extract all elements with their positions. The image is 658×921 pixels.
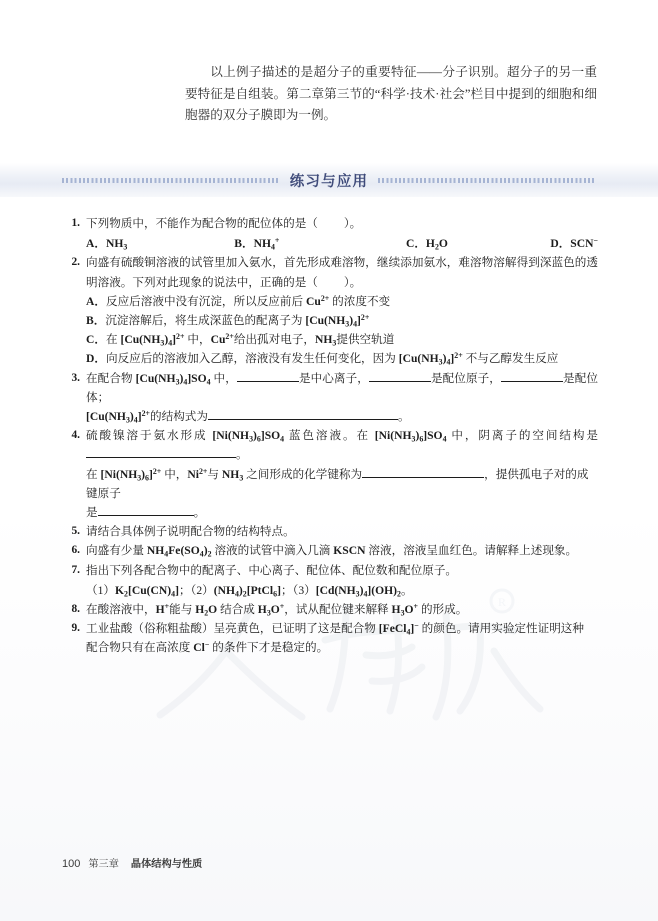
- exercise-stem: 硫酸镍溶于氨水形成 $[Ni(NH_3)_6]SO_4$ 蓝色溶液。在 $[Ni(NH_3)_6]SO_4$ 中，阴离子的空间结构是。: [86, 429, 598, 462]
- exercise-item: [62, 619, 598, 638]
- exercise-stem: 下列物质中，不能作为配合物的配位体的是（ ）。: [86, 217, 362, 230]
- exercise-subitems: $(1)K_2[Cu(CN)_4]$；$(2)(NH_4)_2[PtCl_6]$；$(3)[Cd(NH_3)_4](OH)_2$。: [86, 583, 413, 599]
- answer-blank[interactable]: [369, 381, 431, 382]
- exercise-number: 2.: [71, 256, 80, 269]
- exercise-number: 8.: [71, 603, 80, 616]
- exercise-number: 4.: [71, 429, 80, 442]
- exercise-stem: 向盛有少量 $NH_4Fe(SO_4)_2$ 溶液的试管中滴入几滴 KSCN 溶液，溶液呈血红色。请解释上述现象。: [86, 544, 578, 559]
- exercise-stem: 在配合物 $[Cu(NH_3)_4]SO_4$ 中， 是中心离子， 是配位原子， 是配位体；: [86, 371, 598, 404]
- answer-blank[interactable]: [237, 381, 299, 382]
- exercise-body: [86, 619, 598, 638]
- exercise-item: [62, 522, 598, 541]
- exercise-options-row: [86, 234, 598, 253]
- option-b: B．$NH_4^+$: [234, 236, 280, 252]
- exercise-item: [62, 253, 598, 291]
- exercise-list: [62, 214, 598, 658]
- intro-paragraph: [185, 62, 597, 127]
- exercise-stem: 在酸溶液中，H+能与 $H_2O$ 结合成 $H_3O^+$，试从配位键来解释 $H_3O^+$ 的形成。: [86, 602, 468, 618]
- answer-blank[interactable]: [208, 419, 398, 420]
- exercise-item: [62, 561, 598, 580]
- exercise-body: [86, 522, 598, 541]
- exercise-number: 6.: [71, 544, 80, 557]
- exercise-body: [86, 600, 598, 619]
- exercise-number: 1.: [71, 217, 80, 229]
- option-c: C．$H_2O$: [405, 237, 448, 252]
- option-c: C．在 $[Cu(NH_3)_4]^{2+}$ 中，$Cu^{2+}$给出孤对电子，$NH_3$提供空轨道: [86, 332, 395, 348]
- exercise-continuation: 在 $[Ni(NH_3)_6]^{2+}$ 中，$Ni^{2+}$与 $NH_3$ 之间形成的化学键称为 ，提供孤电子对的成键原子: [86, 466, 589, 500]
- exercise-body: [86, 541, 598, 560]
- option-b: B．沉淀溶解后，将生成深蓝色的配离子为 $[Cu(NH_3)_4]^{2+}$: [86, 313, 370, 329]
- exercise-item: [62, 369, 598, 407]
- exercise-item: [62, 426, 598, 464]
- answer-blank[interactable]: [362, 477, 484, 478]
- dotted-rule-left: [62, 178, 280, 183]
- intro-text: 以上例子描述的是超分子的重要特征——分子识别。超分子的另一重要特征是自组装。第二章第三节的“科学·技术·社会”栏目中提到的细胞和细胞器的双分子膜即为一例。: [185, 65, 597, 122]
- section-title: 练习与应用: [289, 173, 369, 190]
- exercise-number: 7.: [71, 563, 80, 576]
- option-a: A．$NH_3$: [86, 237, 128, 252]
- option-d: D．向反应后的溶液加入乙醇，溶液没有发生任何变化，因为 $[Cu(NH_3)_4]^{2+}$ 不与乙醇发生反应: [86, 351, 559, 367]
- option-d: D．SCN−: [550, 236, 598, 251]
- answer-blank[interactable]: [501, 381, 563, 382]
- exercise-number: 5.: [71, 525, 80, 538]
- exercise-stem: 请结合具体例子说明配合物的结构特点。: [86, 525, 295, 539]
- chapter-title: 晶体结构与性质: [130, 859, 203, 870]
- exercise-continuation: $[Cu(NH_3)_4]^{2+}$的结构式为 。: [86, 409, 410, 425]
- answer-blank[interactable]: [98, 515, 194, 516]
- exercise-body: [86, 561, 598, 580]
- exercise-body: [86, 426, 598, 464]
- exercise-stem: 向盛有硫酸铜溶液的试管里加入氨水，首先形成难溶物，继续添加氨水，难溶物溶解得到深蓝色的透明溶液。下列对此现象的说法中，正确的是（ ）。: [86, 256, 598, 289]
- chapter-label: 第三章: [88, 859, 119, 870]
- exercise-continuation: 是 。: [86, 506, 206, 520]
- answer-blank[interactable]: [86, 457, 236, 458]
- exercise-stem: 指出下列各配合物中的配离子、中心离子、配位体、配位数和配位原子。: [86, 563, 458, 577]
- dotted-rule-right: [378, 178, 596, 183]
- section-header-band: [0, 163, 658, 197]
- exercise-number: 3.: [71, 371, 80, 384]
- svg-text:R: R: [497, 595, 507, 609]
- page-number: 100: [62, 858, 81, 870]
- exercise-body: [86, 253, 598, 291]
- exercise-item: [62, 214, 598, 233]
- exercise-item: [62, 541, 598, 560]
- option-a: A．反应后溶液中没有沉淀，所以反应前后 $Cu^{2+}$ 的浓度不变: [86, 294, 391, 308]
- exercise-continuation: 配合物只有在高浓度 Cl− 的条件下才是稳定的。: [86, 640, 329, 655]
- exercise-stem: 工业盐酸（俗称粗盐酸）呈亮黄色，已证明了这是配合物 [FeCl$_4$]− 的颜色。请用实验定性证明这种: [86, 621, 584, 637]
- exercise-body: [86, 369, 598, 407]
- exercise-item: [62, 600, 598, 619]
- exercise-number: 9.: [71, 622, 80, 635]
- exercise-body: [86, 214, 598, 233]
- page-footer: [62, 855, 202, 870]
